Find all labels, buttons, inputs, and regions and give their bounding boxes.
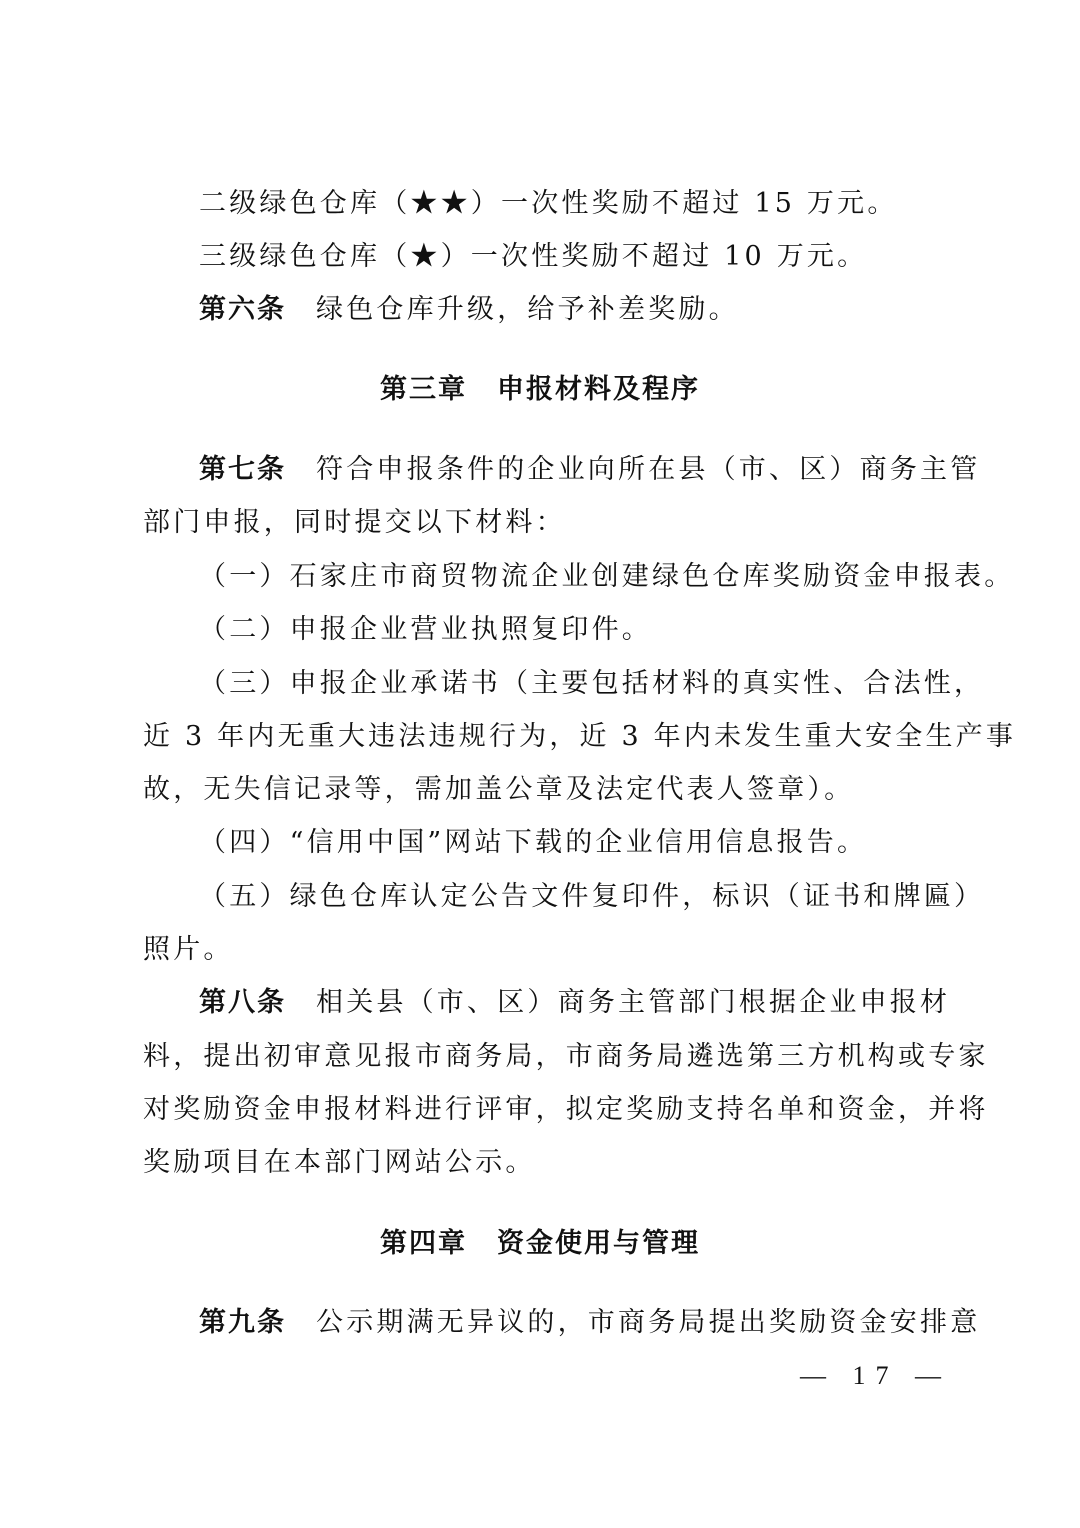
article-heading: 第八条 [199,987,286,1018]
chapter-title: 申报材料及程序 [497,374,700,405]
paragraph-line: 奖励项目在本部门网站公示。 [143,1147,536,1178]
article-9 [199,1305,980,1341]
list-item: （五）绿色仓库认定公告文件复印件，标识（证书和牌匾） [199,881,985,912]
article-text: 公示期满无异议的，市商务局提出奖励资金安排意 [316,1307,981,1338]
paragraph-line: 料，提出初审意见报市商务局，市商务局遴选第三方机构或专家 [143,1041,989,1072]
paragraph-line: 故，无失信记录等，需加盖公章及法定代表人签章）。 [143,774,855,805]
article-heading: 第七条 [199,454,286,485]
paragraph-line: 对奖励资金申报材料进行评审，拟定奖励支持名单和资金，并将 [143,1094,989,1125]
paragraph-line: 部门申报，同时提交以下材料： [143,507,566,538]
article-text: 符合申报条件的企业向所在县（市、区）商务主管 [316,454,981,485]
paragraph-line: 照片。 [143,934,234,965]
chapter-number: 第四章 [380,1228,467,1259]
list-item: （四）“信用中国”网站下载的企业信用信息报告。 [199,827,868,858]
list-item: （三）申报企业承诺书（主要包括材料的真实性、合法性， [199,668,985,699]
chapter-title: 资金使用与管理 [497,1228,700,1259]
chapter-4-heading [0,1226,1080,1262]
list-item: （一）石家庄市商贸物流企业创建绿色仓库奖励资金申报表。 [199,561,1015,592]
paragraph-line: 二级绿色仓库（★★）一次性奖励不超过 15 万元。 [199,188,898,219]
article-7 [199,452,980,488]
paragraph-line: 近 3 年内无重大违法违规行为，近 3 年内未发生重大安全生产事 [143,721,1017,752]
article-heading: 第九条 [199,1307,286,1338]
article-text: 相关县（市、区）商务主管部门根据企业申报材 [316,987,951,1018]
paragraph-line: 三级绿色仓库（★）一次性奖励不超过 10 万元。 [199,241,868,272]
page-number: — 17 — [800,1361,951,1390]
article-6 [199,292,739,328]
article-text: 绿色仓库升级，给予补差奖励。 [316,294,739,325]
chapter-3-heading [0,372,1080,408]
article-8 [199,985,950,1021]
list-item: （二）申报企业营业执照复印件。 [199,614,652,645]
article-heading: 第六条 [199,294,286,325]
chapter-number: 第三章 [380,374,467,405]
